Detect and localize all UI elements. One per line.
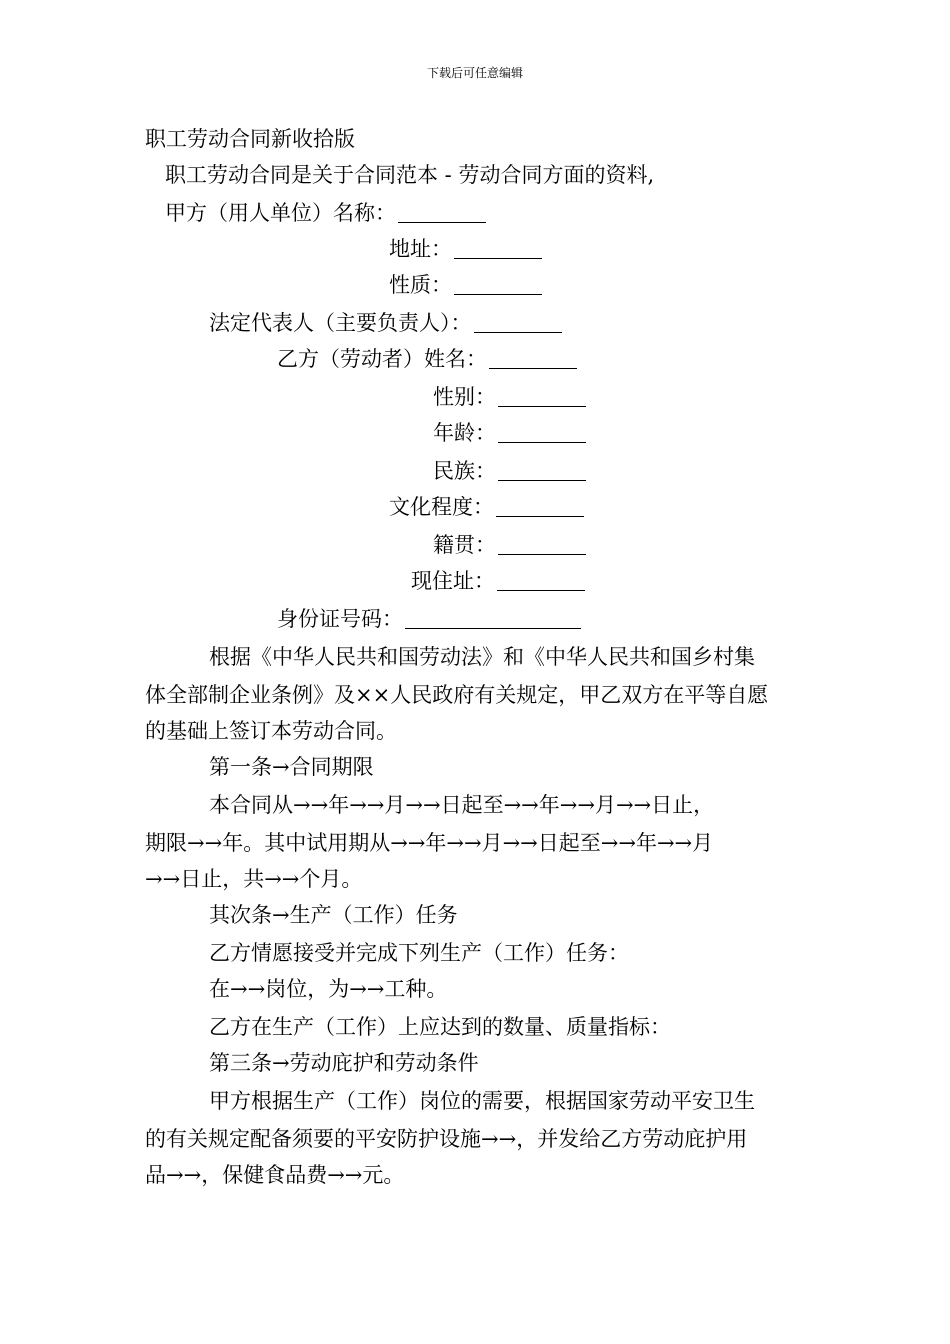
article-heading: 其次条→生产（工作）任务 bbox=[209, 903, 458, 927]
native-place-label: 籍贯： bbox=[433, 533, 496, 557]
age-label: 年龄： bbox=[433, 421, 496, 445]
age-blank bbox=[498, 418, 586, 443]
party-a-nature-label: 性质： bbox=[389, 273, 452, 297]
party-a-address-row bbox=[389, 234, 542, 264]
gender-row bbox=[433, 382, 586, 412]
body-line: 期限→→年。其中试用期从→→年→→月→→日起至→→年→→月 bbox=[145, 831, 714, 855]
body-line: 本合同从→→年→→月→→日起至→→年→→月→→日止， bbox=[209, 793, 715, 817]
party-a-address-blank bbox=[454, 234, 542, 259]
body-line: 根据《中华人民共和国劳动法》和《中华人民共和国乡村集 bbox=[209, 645, 755, 669]
party-a-nature-row bbox=[389, 270, 542, 300]
page-header: 下载后可任意编辑 bbox=[426, 66, 523, 80]
body-line: 品→→，保健食品费→→元。 bbox=[145, 1163, 405, 1187]
gender-blank bbox=[498, 382, 586, 407]
document-title: 职工劳动合同新收拾版 bbox=[145, 127, 355, 151]
party-b-name-blank bbox=[489, 344, 577, 369]
party-a-nature-blank bbox=[454, 270, 542, 295]
body-line: 乙方情愿接受并完成下列生产（工作）任务： bbox=[209, 941, 629, 965]
body-line: 甲方根据生产（工作）岗位的需要，根据国家劳动平安卫生 bbox=[209, 1089, 755, 1113]
education-label: 文化程度： bbox=[389, 495, 494, 519]
legal-rep-blank bbox=[474, 308, 562, 333]
body-line: →→日止，共→→个月。 bbox=[145, 867, 363, 891]
native-place-blank bbox=[498, 530, 586, 555]
party-a-name-blank bbox=[398, 198, 486, 223]
education-blank bbox=[496, 492, 584, 517]
residence-blank bbox=[497, 566, 585, 591]
ethnicity-row bbox=[433, 456, 586, 486]
ethnicity-label: 民族： bbox=[433, 459, 496, 483]
party-a-address-label: 地址： bbox=[389, 237, 452, 261]
residence-label: 现住址： bbox=[411, 569, 495, 593]
id-number-blank bbox=[405, 604, 581, 629]
body-line: 在→→岗位，为→→工种。 bbox=[209, 977, 448, 1001]
education-row bbox=[389, 492, 584, 522]
party-a-name-label: 甲方（用人单位）名称： bbox=[165, 201, 396, 225]
native-place-row bbox=[433, 530, 586, 560]
id-number-label: 身份证号码： bbox=[277, 607, 403, 631]
legal-rep-label: 法定代表人（主要负责人）： bbox=[209, 311, 472, 335]
body-line: 的基础上签订本劳动合同。 bbox=[145, 719, 397, 743]
intro-text: 职工劳动合同是关于合同范本 - 劳动合同方面的资料, bbox=[165, 163, 655, 187]
gender-label: 性别： bbox=[433, 385, 496, 409]
party-a-name-row bbox=[165, 198, 486, 228]
body-line: 的有关规定配备须要的平安防护设施→→，并发给乙方劳动庇护用 bbox=[145, 1127, 748, 1151]
body-line: 乙方在生产（工作）上应达到的数量、质量指标： bbox=[209, 1015, 671, 1039]
body-line: 体全部制企业条例》及××人民政府有关规定，甲乙双方在平等自愿 bbox=[145, 683, 769, 707]
age-row bbox=[433, 418, 586, 448]
party-b-name-row bbox=[277, 344, 577, 374]
legal-rep-row bbox=[209, 308, 562, 338]
party-b-name-label: 乙方（劳动者）姓名： bbox=[277, 347, 487, 371]
article-heading: 第三条→劳动庇护和劳动条件 bbox=[209, 1051, 479, 1075]
article-heading: 第一条→合同期限 bbox=[209, 755, 374, 779]
id-number-row bbox=[277, 604, 581, 634]
ethnicity-blank bbox=[498, 456, 586, 481]
residence-row bbox=[411, 566, 585, 596]
